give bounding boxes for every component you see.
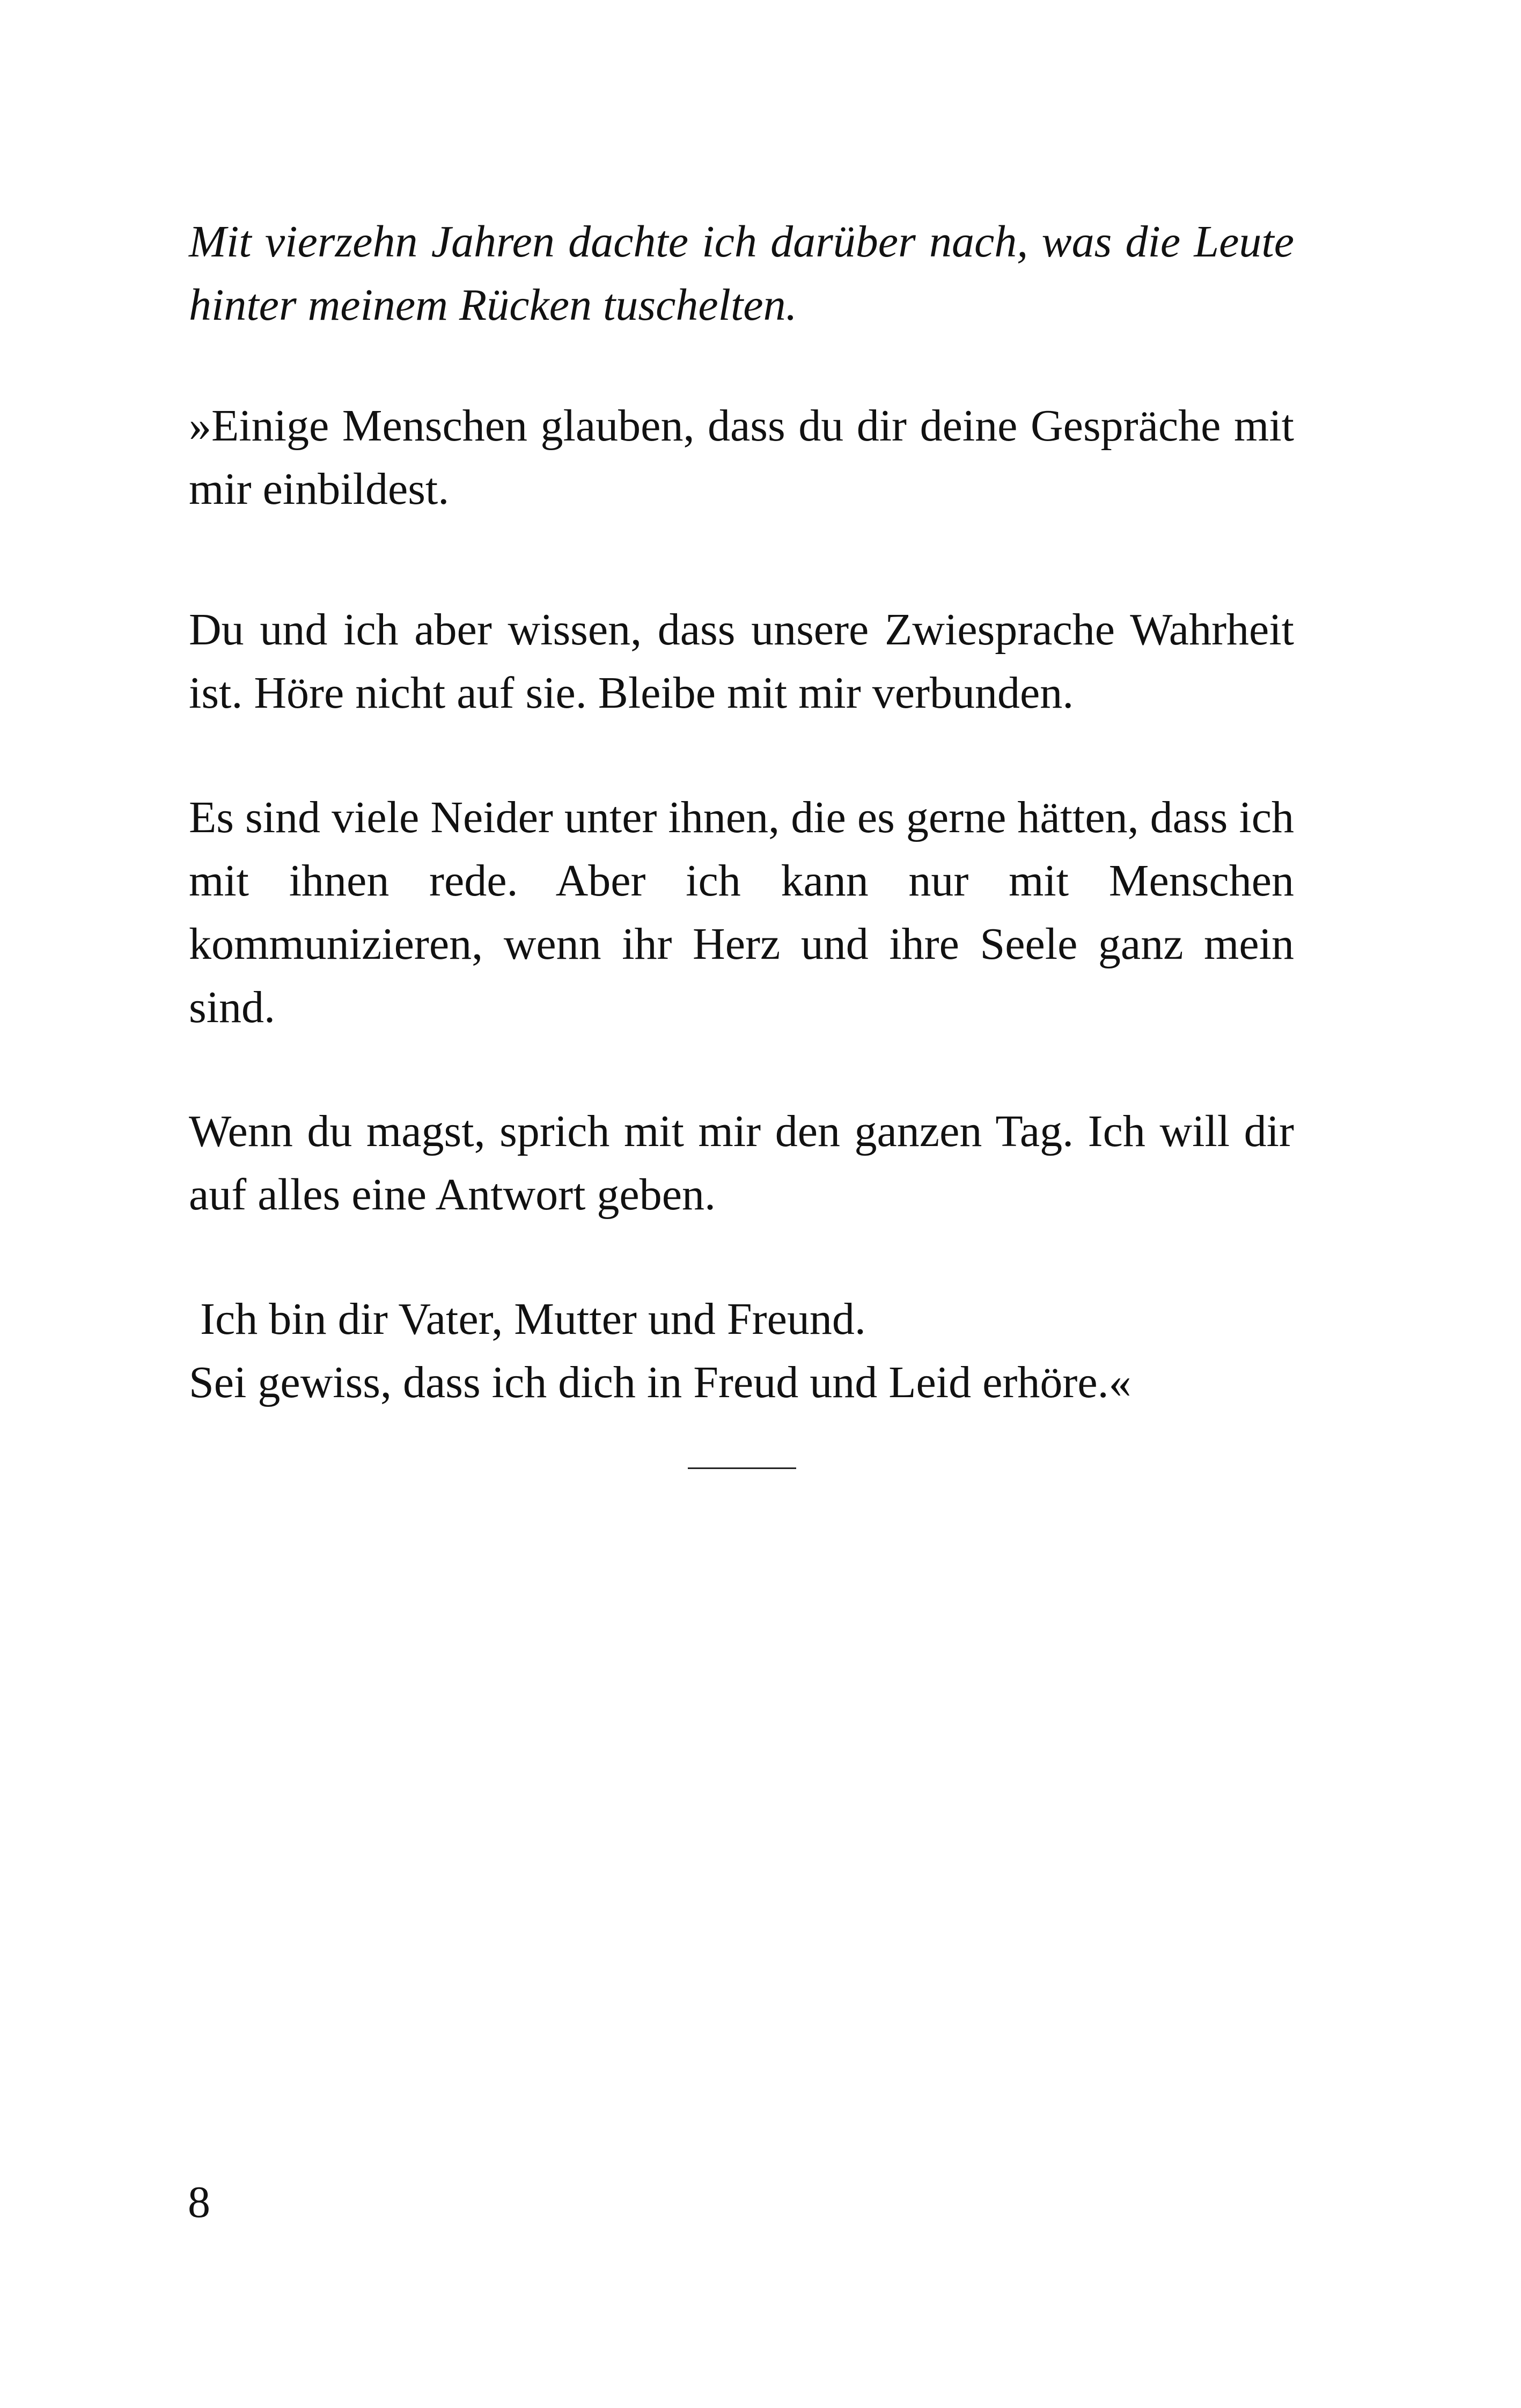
- body-paragraph: Wenn du magst, sprich mit mir den ganzen Tag. Ich will dir auf alles eine Antwort geben.: [189, 1106, 1294, 1220]
- page-number: 8: [188, 2177, 210, 2227]
- closing-line: Ich bin dir Vater, Mutter und Freund.: [189, 1294, 866, 1344]
- section-separator: [688, 1467, 796, 1469]
- closing-line: Sei gewiss, dass ich dich in Freud und Leid erhöre.«: [189, 1357, 1131, 1407]
- body-paragraph: Du und ich aber wissen, dass unsere Zwiesprache Wahrheit ist. Höre nicht auf sie. Bleibe mit mir verbunden.: [189, 605, 1294, 718]
- intro-paragraph: Mit vierzehn Jahren dachte ich darüber nach, was die Leute hinter meinem Rücken tuschelten.: [189, 217, 1294, 330]
- body-paragraph: Es sind viele Neider unter ihnen, die es gerne hätten, dass ich mit ihnen rede. Aber ich kann nur mit Menschen kommunizieren, wenn ihr Herz und ihre Seele ganz mein sind.: [189, 792, 1294, 1032]
- body-paragraph: »Einige Menschen glauben, dass du dir deine Gespräche mit mir einbildest.: [189, 401, 1294, 514]
- closing-paragraph: [189, 1288, 1294, 1414]
